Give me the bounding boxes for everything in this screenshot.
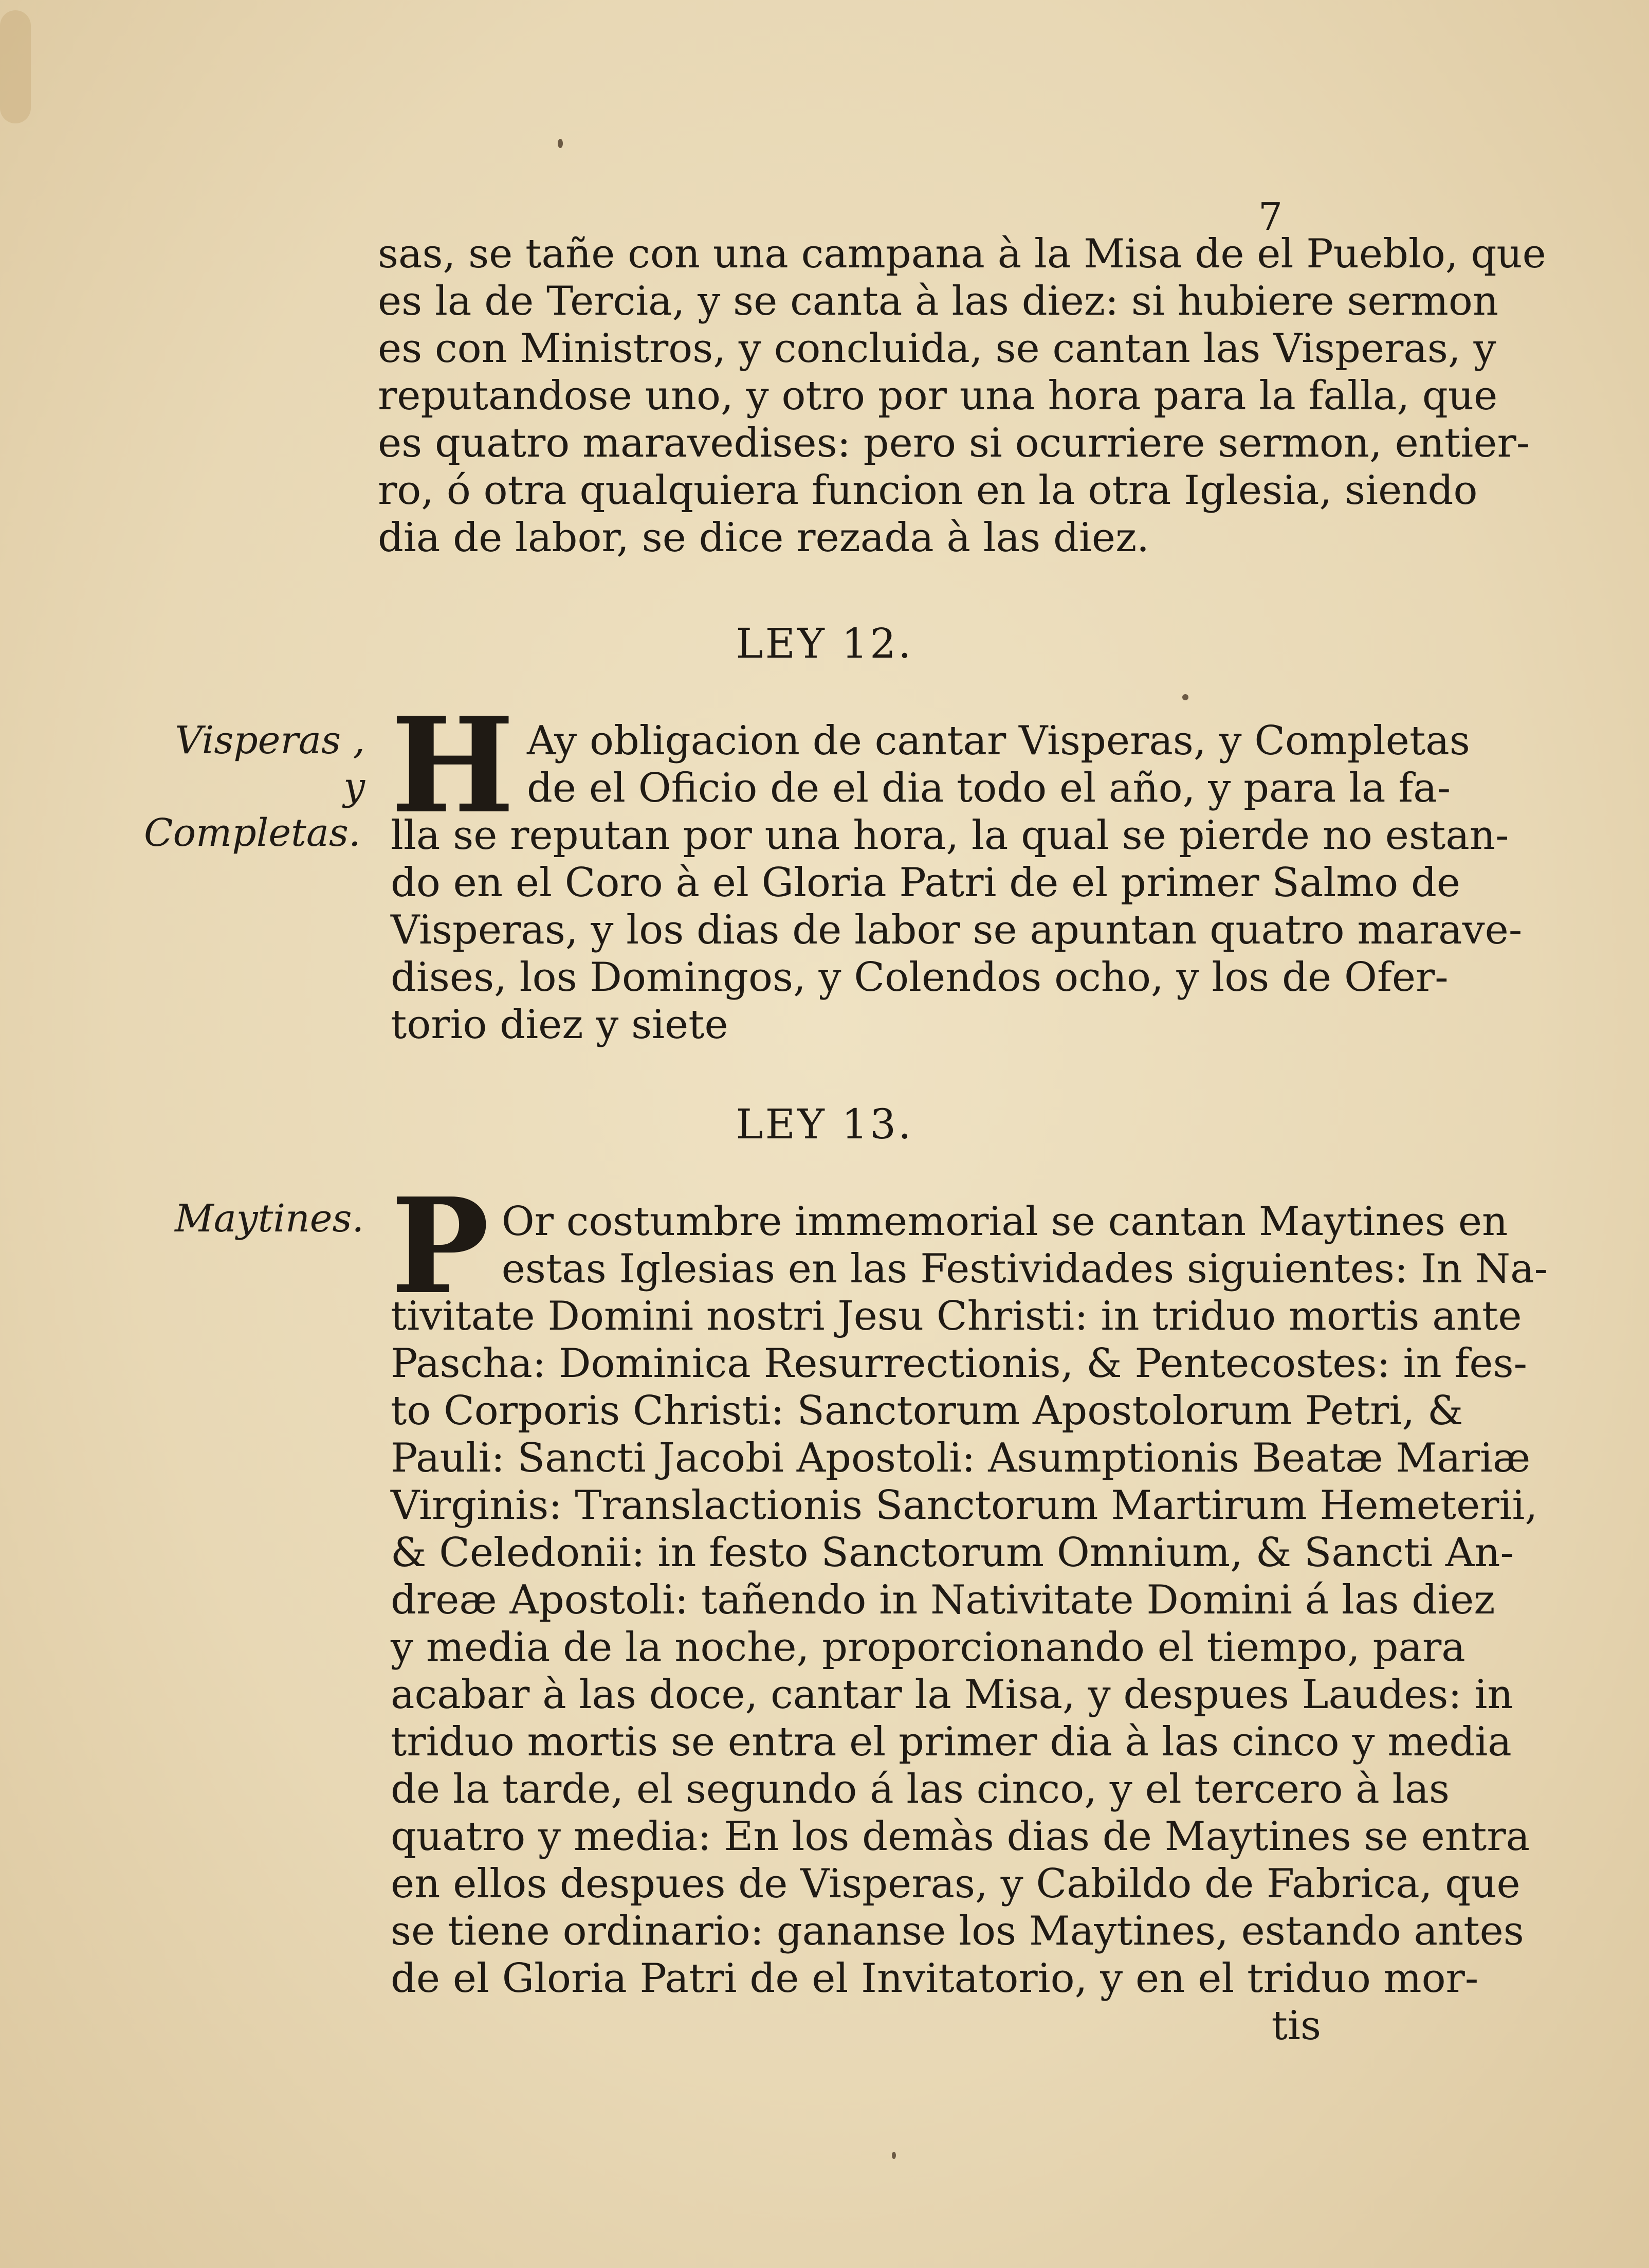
text-line: tivitate Domini nostri Jesu Christi: in triduo mortis ante — [391, 1293, 1522, 1339]
paper-speck — [558, 139, 563, 148]
text-line: triduo mortis se entra el primer dia à las cinco y media — [391, 1719, 1512, 1765]
text-line: to Corporis Christi: Sanctorum Apostolorum Petri, & — [391, 1388, 1463, 1434]
text-line: Pascha: Dominica Resurrectionis, & Pentecostes: in fes- — [391, 1340, 1527, 1387]
catchword: tis — [1271, 2003, 1321, 2049]
text-line: Virginis: Translactionis Sanctorum Martirum Hemeterii, — [391, 1482, 1538, 1529]
text-line: acabar à las doce, cantar la Misa, y despues Laudes: in — [391, 1672, 1513, 1718]
text-line: dia de labor, se dice rezada à las diez. — [378, 515, 1149, 561]
ley-13-paragraph — [391, 1170, 1548, 2049]
page-stain — [0, 10, 31, 123]
text-line: estas Iglesias en las Festividades siguientes: In Na- — [501, 1246, 1548, 1292]
section-heading-ley-13: LEY 13. — [736, 1100, 913, 1148]
margin-note-line: Maytines. — [175, 1196, 364, 1241]
drop-cap-initial: P — [391, 1170, 489, 1323]
text-line: quatro y media: En los demàs dias de Maytines se entra — [391, 1813, 1530, 1860]
margin-note-visperas — [144, 717, 365, 856]
ley-12-paragraph — [391, 689, 1523, 1048]
paper-speck — [1182, 694, 1188, 700]
margin-note-line: Completas. — [144, 811, 361, 855]
text-line: sas, se tañe con una campana à la Misa de el Pueblo, que — [378, 231, 1546, 277]
margin-note-line: Visperas , y — [175, 718, 365, 809]
text-line: se tiene ordinario: gananse los Maytines, estando antes — [391, 1908, 1524, 1954]
text-line: ro, ó otra qualquiera funcion en la otra Iglesia, siendo — [378, 467, 1478, 514]
text-line: lla se reputan por una hora, la qual se pierde no estan- — [391, 812, 1509, 859]
text-line: Visperas, y los dias de labor se apuntan quatro marave- — [391, 907, 1523, 953]
text-line: dises, los Domingos, y Colendos ocho, y los de Ofer- — [391, 954, 1449, 1001]
text-line: de la tarde, el segundo á las cinco, y el tercero à las — [391, 1766, 1450, 1812]
paper-speck — [892, 2152, 896, 2159]
text-line: Pauli: Sancti Jacobi Apostoli: Asumptionis Beatæ Mariæ — [391, 1435, 1531, 1481]
text-line: de el Gloria Patri de el Invitatorio, y en el triduo mor- — [391, 1955, 1479, 2002]
text-line: torio diez y siete — [391, 1002, 728, 1048]
text-line: Or costumbre immemorial se cantan Maytines en — [501, 1199, 1508, 1245]
text-line: do en el Coro à el Gloria Patri de el primer Salmo de — [391, 860, 1461, 906]
text-line: es quatro maravedises: pero si ocurriere sermon, entier- — [378, 420, 1530, 466]
text-line: reputandose uno, y otro por una hora para la falla, que — [378, 373, 1498, 419]
text-line: es la de Tercia, y se canta à las diez: si hubiere sermon — [378, 278, 1499, 324]
page-number: 7 — [1258, 195, 1283, 239]
intro-paragraph — [378, 230, 1546, 561]
text-line: de el Oficio de el dia todo el año, y para la fa- — [526, 765, 1451, 811]
text-line: & Celedonii: in festo Sanctorum Omnium, & Sancti An- — [391, 1530, 1514, 1576]
text-line: Ay obligacion de cantar Visperas, y Completas — [526, 718, 1470, 764]
section-heading-ley-12: LEY 12. — [736, 620, 913, 667]
text-line: en ellos despues de Visperas, y Cabildo de Fabrica, que — [391, 1861, 1520, 1907]
text-line: es con Ministros, y concluida, se cantan las Visperas, y — [378, 325, 1496, 372]
margin-note-maytines — [175, 1195, 370, 1242]
text-line: y media de la noche, proporcionando el tiempo, para — [391, 1624, 1465, 1671]
drop-cap-initial: H — [391, 689, 515, 843]
text-line: dreæ Apostoli: tañendo in Nativitate Domini á las diez — [391, 1577, 1495, 1623]
